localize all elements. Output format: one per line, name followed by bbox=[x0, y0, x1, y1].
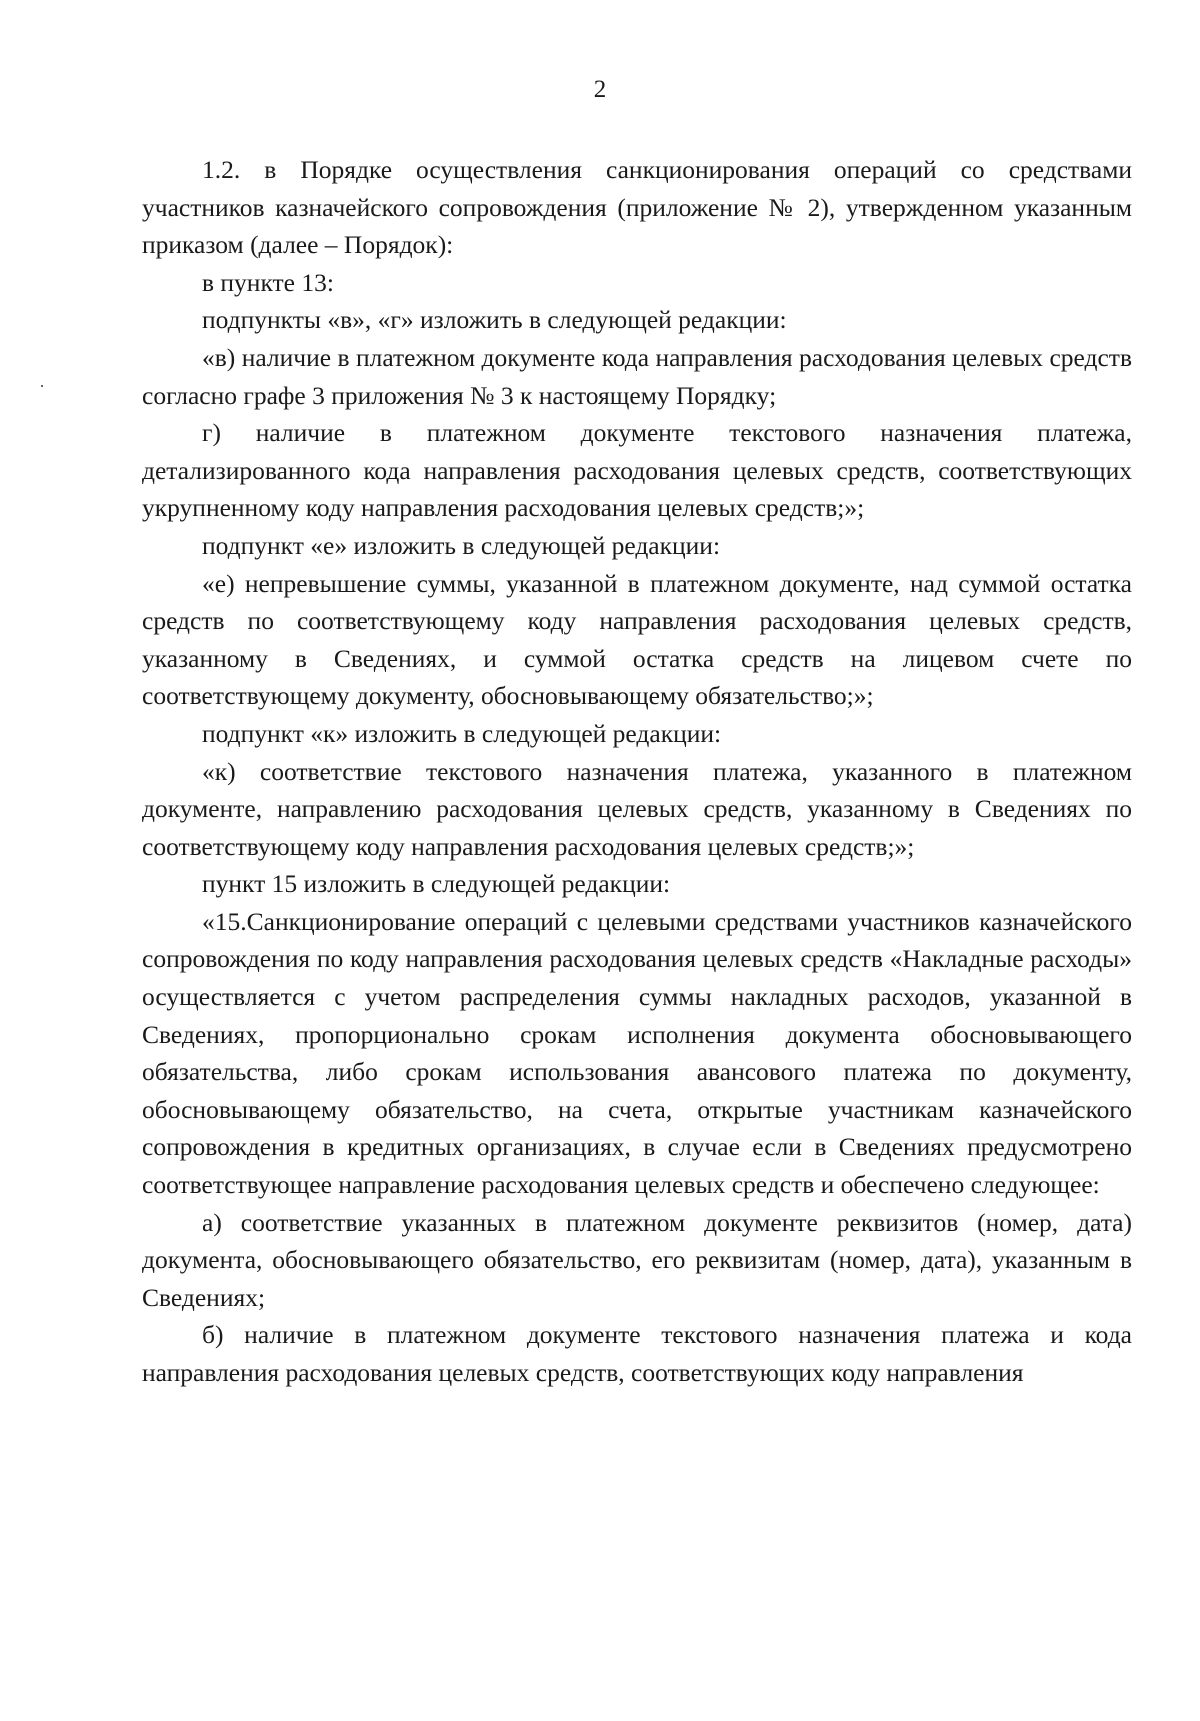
page-number: 2 bbox=[593, 76, 607, 103]
paragraph-subpoint-v: «в) наличие в платежном документе кода направления расходования целевых средств согласно графе 3 приложения № 3 к настоящему Порядку; bbox=[142, 342, 1132, 410]
document-body bbox=[142, 151, 1132, 1392]
scan-artifact bbox=[41, 385, 43, 387]
paragraph-subpoint-e-heading: подпункт «е» изложить в следующей редакции: bbox=[202, 530, 721, 560]
paragraph-subpoint-k-heading: подпункт «к» изложить в следующей редакции: bbox=[202, 718, 722, 748]
paragraph-subpoint-k: «к) соответствие текстового назначения платежа, указанного в платежном документе, направлению расходования целевых средств, указанному в Сведениях по соответствующему коду направления расходования целевых средств;»; bbox=[142, 756, 1132, 861]
paragraph-item-a: а) соответствие указанных в платежном документе реквизитов (номер, дата) документа, обосновывающего обязательство, его реквизитам (номер, дата), указанным в Сведениях; bbox=[142, 1207, 1132, 1312]
paragraph-subpoint-e: «е) непревышение суммы, указанной в платежном документе, над суммой остатка средств по соответствующему коду направления расходования целевых средств, указанному в Сведениях, и суммой остатка средств на лицевом счете по соответствующему документу, обосновывающему обязательство;»; bbox=[142, 568, 1132, 711]
paragraph-point-15-heading: пункт 15 изложить в следующей редакции: bbox=[202, 869, 671, 899]
paragraph-point-13: в пункте 13: bbox=[202, 267, 334, 297]
paragraph-subpoint-g: г) наличие в платежном документе текстового назначения платежа, детализированного кода направления расходования целевых средств, соответствующих укрупненному коду направления расходования целевых средств;»; bbox=[142, 418, 1132, 523]
paragraph-subpoints-v-g-heading: подпункты «в», «г» изложить в следующей редакции: bbox=[202, 305, 787, 335]
paragraph-item-b: б) наличие в платежном документе текстового назначения платежа и кода направления расходования целевых средств, соответствующих коду направления bbox=[142, 1320, 1132, 1387]
paragraph-1-2-intro: 1.2. в Порядке осуществления санкционирования операций со средствами участников казначейского сопровождения (приложение № 2), утвержденном указанным приказом (далее – Порядок): bbox=[142, 155, 1132, 260]
paragraph-point-15: «15.Санкционирование операций с целевыми средствами участников казначейского сопровождения по коду направления расходования целевых средств «Накладные расходы» осуществляется с учетом распределения суммы накладных расходов, указанной в Сведениях, пропорционально срокам исполнения документа обосновывающего обязательства, либо срокам использования авансового платежа по документу, обосновывающему обязательство, на счета, открытые участникам казначейского сопровождения в кредитных организациях, в случае если в Сведениях предусмотрено соответствующее направление расходования целевых средств и обеспечено следующее: bbox=[142, 906, 1132, 1200]
